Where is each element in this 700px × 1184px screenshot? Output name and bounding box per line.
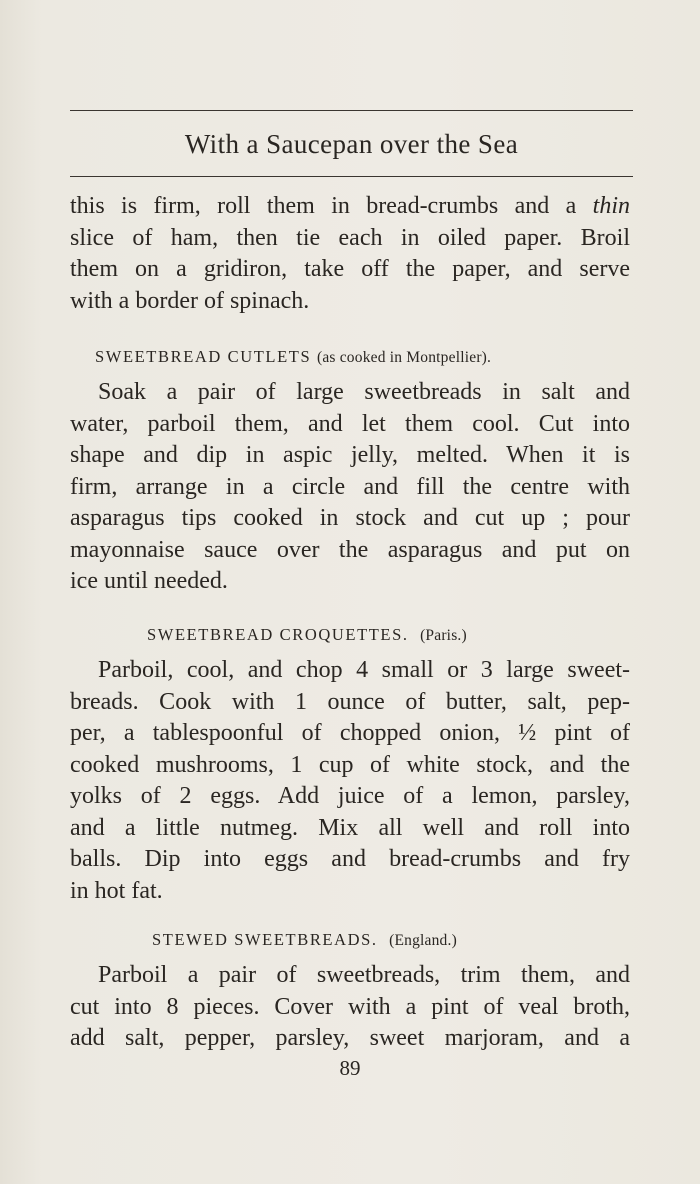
recipe-origin: (as cooked in Montpellier). xyxy=(316,349,492,366)
paragraph-line: mayonnaise sauce over the asparagus and put on xyxy=(70,536,630,563)
paragraph-line: yolks of 2 eggs. Add juice of a lemon, parsley, xyxy=(70,783,630,809)
paragraph-line: Soak a pair of large sweetbreads in salt and xyxy=(98,379,630,405)
header-rule-bottom xyxy=(70,176,633,177)
paragraph-line: cut into 8 pieces. Cover with a pint of veal broth, xyxy=(70,993,630,1020)
header-rule-top xyxy=(70,110,633,111)
recipe-body xyxy=(70,655,630,907)
recipe-heading xyxy=(147,623,467,648)
paragraph-line: breads. Cook with 1 ounce of butter, salt, pep- xyxy=(70,688,630,715)
recipe-heading xyxy=(152,928,457,953)
paragraph-line: cooked mushrooms, 1 cup of white stock, and the xyxy=(70,751,630,778)
paragraph-line: add salt, pepper, parsley, sweet marjoram, and a xyxy=(70,1025,630,1051)
recipe-heading xyxy=(95,345,491,370)
page-number: 89 xyxy=(339,1056,361,1080)
paragraph-line: this is firm, roll them in bread-crumbs and a thin xyxy=(70,193,630,219)
paragraph-line: balls. Dip into eggs and bread-crumbs and fry xyxy=(70,846,630,872)
recipe-body xyxy=(70,377,630,598)
recipe-title: SWEETBREAD CROQUETTES. xyxy=(147,625,409,644)
recipe-origin: (England.) xyxy=(389,932,457,949)
paragraph-line: ice until needed. xyxy=(70,568,228,594)
intro-paragraph xyxy=(70,191,630,317)
recipe-title: STEWED SWEETBREADS. xyxy=(152,930,378,949)
paragraph-line: slice of ham, then tie each in oiled paper. Broil xyxy=(70,224,630,251)
paragraph-line: water, parboil them, and let them cool. Cut into xyxy=(70,410,630,437)
emphasis-thin: thin xyxy=(592,193,630,219)
paragraph-line: shape and dip in aspic jelly, melted. When it is xyxy=(70,442,630,468)
paragraph-line: per, a tablespoonful of chopped onion, ½ pint of xyxy=(70,720,630,746)
paragraph-line: asparagus tips cooked in stock and cut up ; pour xyxy=(70,505,630,531)
recipe-title: SWEETBREAD CUTLETS xyxy=(95,347,312,366)
paragraph-line: in hot fat. xyxy=(70,877,163,904)
recipe-origin: (Paris.) xyxy=(420,627,467,644)
recipe-body xyxy=(70,960,630,1055)
paragraph-line: Parboil, cool, and chop 4 small or 3 large sweet- xyxy=(98,657,630,683)
paragraph-line: Parboil a pair of sweetbreads, trim them, and xyxy=(98,962,630,988)
paragraph-line: firm, arrange in a circle and fill the centre with xyxy=(70,473,630,500)
paragraph-line: and a little nutmeg. Mix all well and roll into xyxy=(70,814,630,841)
paragraph-line: with a border of spinach. xyxy=(70,287,310,314)
running-head: With a Saucepan over the Sea xyxy=(184,129,519,159)
paragraph-line: them on a gridiron, take off the paper, and serve xyxy=(70,256,630,282)
